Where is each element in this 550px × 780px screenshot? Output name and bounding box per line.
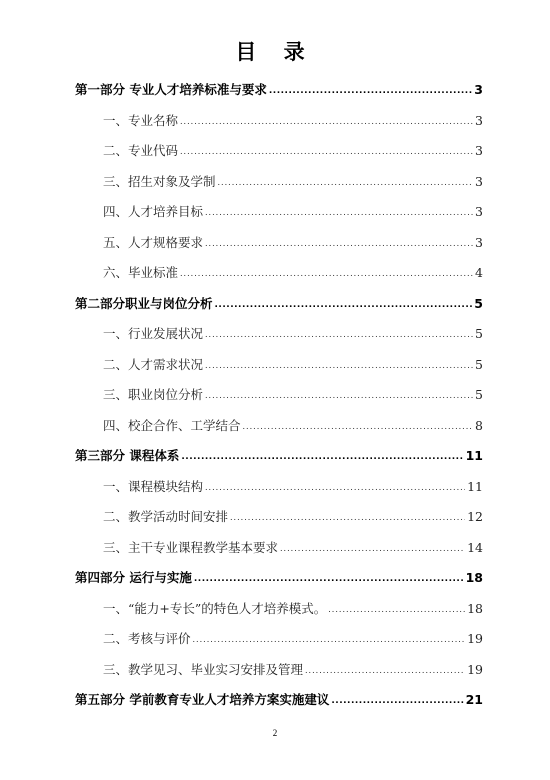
toc-subsection-entry[interactable] [103, 324, 483, 344]
toc-page-number: 11 [467, 478, 483, 494]
toc-entry-text: 二、人才需求状况 [103, 356, 204, 372]
toc-page-number: 5 [475, 326, 483, 341]
toc-page-number: 3 [475, 173, 483, 189]
toc-entry-text: 一、行业发展状况 [103, 326, 204, 341]
toc-subsection-entry[interactable] [103, 233, 483, 253]
toc-subsection-entry[interactable] [103, 629, 483, 649]
toc-page-number: 8 [475, 417, 483, 433]
toc-subsection-entry[interactable] [103, 507, 483, 527]
toc-subsection-entry[interactable] [103, 538, 483, 558]
dot-leader [205, 354, 473, 376]
toc-page-number: 4 [475, 265, 483, 280]
toc-entry-text: 六、毕业标准 [103, 265, 179, 280]
dot-leader [205, 232, 473, 254]
dot-leader [194, 567, 464, 589]
toc-page-number: 14 [467, 539, 483, 555]
toc-subsection-entry[interactable] [103, 477, 483, 497]
toc-subsection-entry[interactable] [103, 599, 483, 619]
toc-section-entry[interactable] [75, 294, 483, 314]
toc-page-number: 18 [465, 570, 483, 585]
toc-entry-text: 第三部分 课程体系 [75, 448, 180, 463]
dot-leader [331, 689, 463, 711]
dot-leader [305, 659, 465, 681]
toc-entry-text: 二、考核与评价 [103, 631, 191, 646]
dot-leader [205, 384, 473, 406]
toc-section-entry[interactable] [75, 446, 483, 466]
dot-leader [205, 476, 465, 498]
toc-subsection-entry[interactable] [103, 416, 483, 436]
toc-page-number: 3 [475, 112, 483, 128]
toc-entry-text: 第四部分 运行与实施 [75, 570, 192, 585]
toc-entry-text: 一、课程模块结构 [103, 478, 204, 494]
dot-leader [205, 323, 473, 345]
toc-subsection-entry[interactable] [103, 385, 483, 405]
page-number: 2 [272, 728, 278, 738]
dot-leader [180, 140, 473, 162]
toc-subsection-entry[interactable] [103, 172, 483, 192]
toc-page-number: 19 [467, 661, 483, 677]
toc-section-entry[interactable] [75, 690, 483, 710]
toc-entry-text: 第五部分 学前教育专业人才培养方案实施建议 [75, 692, 330, 707]
toc-section-entry[interactable] [75, 80, 483, 100]
dot-leader [180, 110, 473, 132]
dot-leader [215, 293, 473, 315]
dot-leader [280, 537, 465, 559]
dot-leader [180, 262, 473, 284]
toc-page-number: 3 [474, 82, 483, 97]
toc-subsection-entry[interactable] [103, 141, 483, 161]
toc-page-number: 19 [467, 631, 483, 646]
toc-page-number: 5 [474, 295, 483, 311]
toc-entry-text: 四、校企合作、工学结合 [103, 417, 241, 433]
toc-title: 目 录 [235, 40, 315, 64]
toc-section-entry[interactable] [75, 568, 483, 588]
toc-entry-text: 三、招生对象及学制 [103, 173, 216, 189]
dot-leader [269, 79, 472, 101]
toc-page-number: 3 [475, 234, 483, 250]
toc-subsection-entry[interactable] [103, 111, 483, 131]
toc-entry-text: 三、职业岗位分析 [103, 387, 204, 402]
dot-leader [193, 628, 466, 650]
toc-page-number: 12 [467, 509, 483, 524]
dot-leader [328, 598, 465, 620]
toc-page-number: 5 [475, 356, 483, 372]
toc-page-number: 3 [475, 204, 483, 219]
toc-entry-text: 二、教学活动时间安排 [103, 509, 229, 524]
toc-subsection-entry[interactable] [103, 355, 483, 375]
dot-leader [243, 415, 474, 437]
toc-entry-text: 五、人才规格要求 [103, 234, 204, 250]
dot-leader [230, 506, 465, 528]
toc-entry-text: 三、主干专业课程教学基本要求 [103, 539, 279, 555]
toc-entry-text: 二、专业代码 [103, 143, 179, 158]
toc-page-number: 11 [465, 448, 483, 463]
dot-leader [181, 445, 463, 467]
toc-page-number: 21 [465, 692, 483, 707]
toc-subsection-entry[interactable] [103, 263, 483, 283]
toc-page-number: 18 [467, 600, 483, 616]
toc-entry-text: 一、“能力+专长”的特色人才培养模式。 [103, 600, 327, 616]
dot-leader [218, 171, 474, 193]
toc-subsection-entry[interactable] [103, 660, 483, 680]
dot-leader [205, 201, 473, 223]
toc-entry-text: 三、教学见习、毕业实习安排及管理 [103, 661, 304, 677]
toc-entry-text: 第一部分 专业人才培养标准与要求 [75, 82, 267, 97]
toc-entry-text: 一、专业名称 [103, 112, 179, 128]
toc-page-number: 3 [475, 143, 483, 158]
toc-entry-text: 第二部分职业与岗位分析 [75, 295, 213, 311]
toc-entry-text: 四、人才培养目标 [103, 204, 204, 219]
toc-subsection-entry[interactable] [103, 202, 483, 222]
toc-page-number: 5 [475, 387, 483, 402]
